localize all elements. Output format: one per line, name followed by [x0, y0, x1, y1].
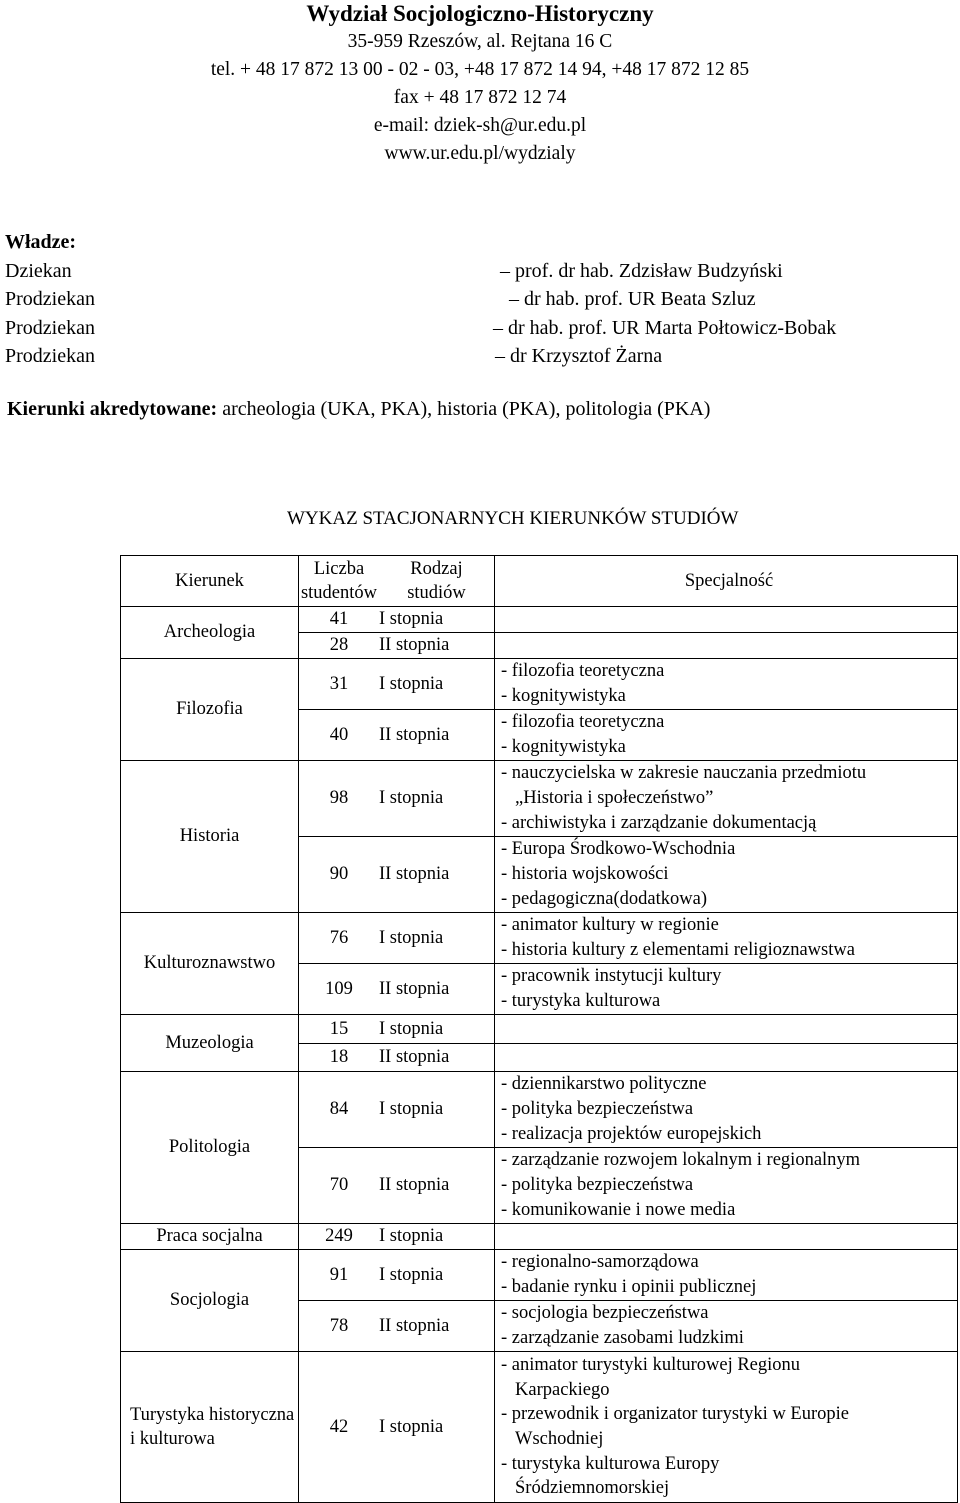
specialization-item: - filozofia teoretyczna [501, 712, 665, 733]
table-row [121, 1224, 958, 1250]
study-type-cell: II stopnia [379, 1301, 495, 1352]
authority-name: – dr hab. prof. UR Marta Połtowicz-Bobak [493, 316, 837, 339]
student-count-cell: 40 [299, 710, 380, 761]
specialization-item: - pedagogiczna(dodatkowa) [501, 888, 707, 909]
specialization-cell [495, 761, 958, 837]
kierunek-cell: Praca socjalna [121, 1224, 299, 1250]
specialization-item: „Historia i społeczeństwo” [515, 788, 714, 809]
specialization-item: - turystyka kulturowa [501, 991, 661, 1011]
student-count-cell: 15 [299, 1015, 380, 1044]
specialization-cell [495, 1148, 958, 1224]
specialization-cell [495, 710, 958, 761]
specialization-item: - dziennikarstwo polityczne [501, 1074, 707, 1095]
header-rodzaj-line1: Rodzaj [410, 559, 463, 579]
study-type-cell: I stopnia [379, 607, 495, 633]
authority-role: Dziekan [5, 259, 72, 282]
specialization-item: - polityka bezpieczeństwa [501, 1175, 694, 1196]
student-count-cell: 84 [299, 1072, 380, 1148]
specialization-item: - socjologia bezpieczeństwa [501, 1303, 709, 1324]
study-type-cell: I stopnia [379, 1015, 495, 1044]
study-type-cell: II stopnia [379, 964, 495, 1015]
student-count-cell: 42 [299, 1352, 380, 1503]
authority-row [5, 342, 663, 371]
student-count-cell: 91 [299, 1250, 380, 1301]
authority-name: – dr hab. prof. UR Beata Szluz [509, 288, 756, 310]
student-count-cell: 31 [299, 659, 380, 710]
study-type-cell: II stopnia [379, 1148, 495, 1224]
kierunek-cell: Archeologia [121, 607, 299, 659]
table-row [121, 761, 958, 837]
kierunek-cell: Muzeologia [121, 1015, 299, 1072]
specialization-item: - archiwistyka i zarządzanie dokumentacją [501, 812, 817, 833]
student-count-cell: 90 [299, 837, 380, 913]
specialization-item: - regionalno-samorządowa [501, 1252, 699, 1273]
specialization-item: - komunikowanie i nowe media [501, 1199, 736, 1220]
study-type-cell: I stopnia [379, 913, 495, 964]
kierunek-cell: Politologia [121, 1072, 299, 1224]
table-row [121, 1072, 958, 1148]
specialization-item: - nauczycielska w zakresie nauczania przedmiotu [501, 763, 867, 784]
specialization-cell [495, 607, 958, 633]
specialization-item: - kognitywistyka [501, 686, 626, 706]
header-rodzaj-line2: studiów [407, 583, 466, 603]
specialization-item: - przewodnik i organizator turystyki w Europie [501, 1404, 849, 1425]
faculty-email: e-mail: dziek-sh@ur.edu.pl [373, 115, 587, 136]
specialization-item: - pracownik instytucji kultury [501, 966, 722, 987]
specialization-item: - historia kultury z elementami religioznawstwa [501, 940, 855, 960]
faculty-fax: fax + 48 17 872 12 74 [393, 87, 567, 108]
specialization-item: Wschodniej [515, 1429, 604, 1449]
specialization-cell [495, 1224, 958, 1250]
kierunek-cell: Kulturoznawstwo [121, 913, 299, 1015]
faculty-website: www.ur.edu.pl/wydzialy [384, 143, 576, 164]
kierunek-cell: Socjologia [121, 1250, 299, 1352]
specialization-item: - polityka bezpieczeństwa [501, 1099, 694, 1120]
header-kierunek: Kierunek [121, 556, 299, 607]
study-type-cell: II stopnia [379, 1044, 495, 1072]
specialization-cell [495, 1015, 958, 1044]
student-count-cell: 76 [299, 913, 380, 964]
specialization-cell [495, 964, 958, 1015]
header-specjalnosc: Specjalność [495, 556, 958, 607]
table-header-row [121, 556, 958, 607]
study-type-cell: I stopnia [379, 761, 495, 837]
table-row [121, 659, 958, 710]
specialization-item: Karpackiego [515, 1379, 610, 1400]
specialization-item: - turystyka kulturowa Europy [501, 1453, 720, 1474]
study-type-cell: II stopnia [379, 633, 495, 659]
student-count-cell: 249 [299, 1224, 380, 1250]
table-row [121, 1015, 958, 1044]
header-liczba [299, 556, 380, 607]
specialization-cell [495, 1301, 958, 1352]
table-row [121, 913, 958, 964]
header-liczba-line1: Liczba [313, 559, 365, 579]
student-count-cell: 41 [299, 607, 380, 633]
table-row [121, 607, 958, 633]
authority-row [5, 314, 837, 343]
student-count-cell: 78 [299, 1301, 380, 1352]
authority-role: Prodziekan [5, 288, 95, 310]
student-count-cell: 28 [299, 633, 380, 659]
authority-role: Prodziekan [5, 316, 95, 339]
specialization-cell [495, 659, 958, 710]
specialization-item: - Europa Środkowo-Wschodnia [501, 839, 736, 860]
accredited-programs [7, 398, 710, 421]
kierunek-cell: Turystyka historyczna i kulturowa [121, 1352, 299, 1503]
student-count-cell: 109 [299, 964, 380, 1015]
authority-row [5, 285, 756, 314]
specialization-cell [495, 1044, 958, 1072]
authorities-heading: Władze: [5, 231, 77, 253]
specialization-item: - realizacja projektów europejskich [501, 1123, 762, 1144]
student-count-cell: 18 [299, 1044, 380, 1072]
authorities-section [5, 228, 837, 371]
student-count-cell: 70 [299, 1148, 380, 1224]
authority-name: – dr Krzysztof Żarna [495, 345, 663, 367]
study-type-cell: II stopnia [379, 710, 495, 761]
study-type-cell: I stopnia [379, 1352, 495, 1503]
kierunek-cell: Historia [121, 761, 299, 913]
authority-row [5, 257, 783, 286]
specialization-item: - animator turystyki kulturowej Regionu [501, 1354, 801, 1375]
specialization-cell [495, 913, 958, 964]
specialization-cell [495, 633, 958, 659]
header-liczba-line2: studentów [300, 583, 378, 603]
specialization-cell [495, 1072, 958, 1148]
specialization-item: - zarządzanie zasobami ludzkimi [501, 1328, 744, 1348]
study-programs-table [120, 555, 958, 1503]
table-row [121, 1352, 958, 1503]
specialization-cell [495, 1250, 958, 1301]
accredited-list: archeologia (UKA, PKA), historia (PKA), politologia (PKA) [217, 398, 711, 420]
faculty-address: 35-959 Rzeszów, al. Rejtana 16 C [347, 31, 613, 52]
kierunek-cell: Filozofia [121, 659, 299, 761]
specialization-item: - animator kultury w regionie [501, 915, 719, 936]
specialization-item: - filozofia teoretyczna [501, 661, 665, 682]
study-type-cell: I stopnia [379, 1072, 495, 1148]
faculty-phone: tel. + 48 17 872 13 00 - 02 - 03, +48 17 872 14 94, +48 17 872 12 85 [210, 59, 750, 80]
study-type-cell: I stopnia [379, 1224, 495, 1250]
table-row [121, 1250, 958, 1301]
faculty-header [0, 0, 960, 168]
specialization-item: - kognitywistyka [501, 737, 626, 757]
specialization-item: - badanie rynku i opinii publicznej [501, 1277, 757, 1297]
specialization-cell [495, 837, 958, 913]
study-type-cell: I stopnia [379, 659, 495, 710]
study-type-cell: I stopnia [379, 1250, 495, 1301]
specialization-item: - historia wojskowości [501, 864, 669, 885]
specialization-item: - zarządzanie rozwojem lokalnym i regionalnym [501, 1150, 861, 1171]
authority-role: Prodziekan [5, 345, 95, 367]
table-title: WYKAZ STACJONARNYCH KIERUNKÓW STUDIÓW [287, 508, 739, 529]
authority-name: – prof. dr hab. Zdzisław Budzyński [500, 259, 783, 282]
study-type-cell: II stopnia [379, 837, 495, 913]
student-count-cell: 98 [299, 761, 380, 837]
specialization-item: Śródziemnomorskiej [515, 1478, 670, 1499]
accredited-label: Kierunki akredytowane: [7, 398, 218, 420]
specialization-cell [495, 1352, 958, 1503]
faculty-title: Wydział Socjologiczno-Historyczny [306, 1, 654, 26]
header-rodzaj [379, 556, 495, 607]
